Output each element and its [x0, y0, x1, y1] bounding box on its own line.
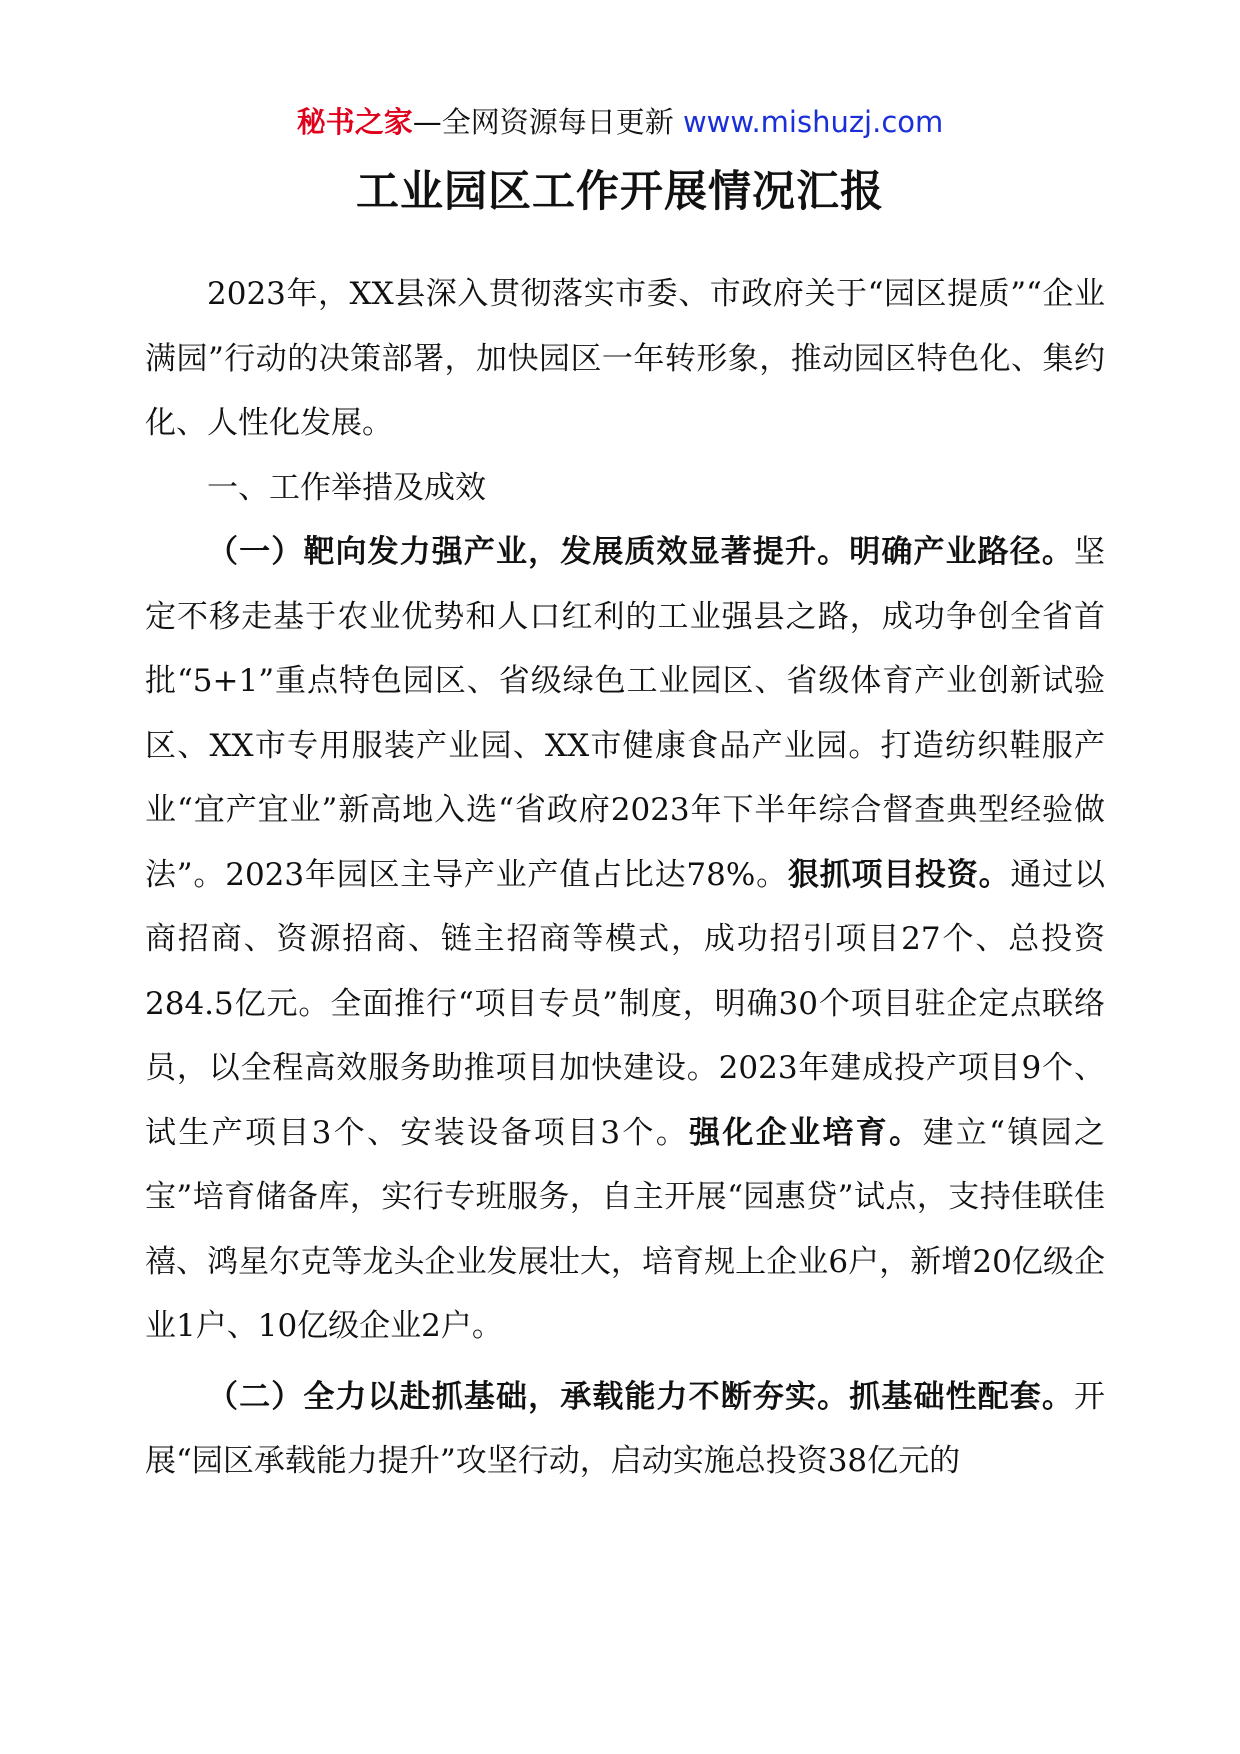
topic-text: 建立“镇园之宝”培育储备库，实行专班服务，自主开展“园惠贷”试点，支持佳联佳禧、鸿星尔克等龙头企业发展壮大，培育规上企业6户，新增20亿级企业1户、10亿级企业2户。	[145, 1114, 1105, 1344]
topic-text: 通过以商招商、资源招商、链主招商等模式，成功招引项目27个、总投资284.5亿元。全面推行“项目专员”制度，明确30个项目驻企定点联络员，以全程高效服务助推项目加快建设。2023年建成投产项目9个、试生产项目3个、安装设备项目3个。	[145, 856, 1106, 1151]
subsection-lead: （二）全力以赴抓基础，承载能力不断夯实。	[207, 1378, 850, 1415]
document-title: 工业园区工作开展情况汇报	[356, 167, 884, 217]
header-tagline: —全网资源每日更新	[412, 105, 674, 139]
intro-paragraph: 2023年，XX县深入贯彻落实市委、市政府关于“园区提质”“企业满园”行动的决策部署，加快园区一年转形象，推动园区特色化、集约化、人性化发展。	[145, 276, 1105, 441]
topic-title: 强化企业培育。	[689, 1114, 923, 1151]
paragraph-infrastructure	[145, 1365, 1105, 1494]
brand-name: 秘书之家	[296, 105, 413, 139]
topic-text: 坚定不移走基于农业优势和人口红利的工业强县之路，成功争创全省首批“5+1”重点特色园区、省级绿色工业园区、省级体育产业创新试验区、XX市专用服装产业园、XX市健康食品产业园。打造纺织鞋服产业“宜产宜业”新高地入选“省政府2023年下半年综合督查典型经验做法”。2023年园区主导产业产值占比达78%。	[145, 534, 1106, 893]
topic-title: 明确产业路径。	[849, 534, 1075, 570]
site-url-link[interactable]: www.mishuzj.com	[682, 105, 944, 139]
document-body	[145, 262, 1105, 1494]
topic-title: 狠抓项目投资。	[787, 856, 1011, 893]
topic-text: 开展“园区承载能力提升”攻坚行动，启动实施总投资38亿元的	[145, 1378, 1106, 1479]
section-heading: 一、工作举措及成效	[207, 469, 486, 506]
paragraph-industry	[145, 520, 1105, 1359]
site-header-banner	[0, 100, 1240, 144]
topic-title: 抓基础性配套。	[849, 1378, 1075, 1415]
subsection-lead: （一）靶向发力强产业，发展质效显著提升。	[207, 534, 850, 570]
